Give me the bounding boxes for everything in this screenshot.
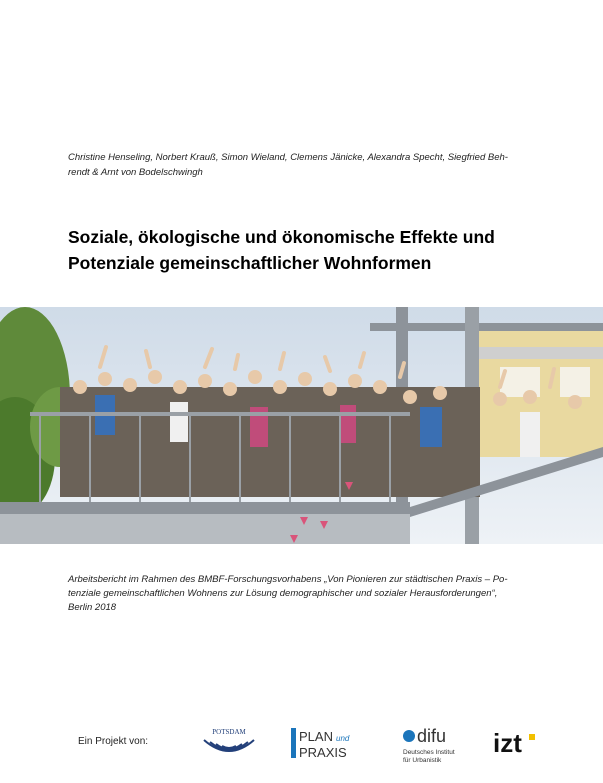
report-line-3: Berlin 2018 — [68, 602, 117, 613]
title-line-2: Potenziale gemeinschaftlicher Wohnformen — [68, 253, 432, 273]
plan-text: PLAN — [299, 729, 333, 744]
cover-photo — [0, 307, 603, 544]
plan-und-praxis-logo — [291, 726, 363, 762]
difu-subtitle-2: für Urbanistik — [403, 757, 442, 764]
partner-footer — [0, 718, 603, 768]
report-line-2: tenziale gemeinschaftlichen Wohnens zur Lösung demographischer und sozialer Herausforderungen“, — [68, 588, 498, 599]
group-photo-illustration — [0, 307, 603, 544]
und-text: und — [336, 734, 350, 743]
izt-text: izt — [493, 728, 522, 758]
title-line-1: Soziale, ökologische und ökonomische Effekte und — [68, 227, 495, 247]
authors — [68, 150, 548, 180]
document-title — [68, 224, 568, 276]
potsdam-logo — [198, 726, 260, 762]
authors-line-1: Christine Henseling, Norbert Krauß, Simon Wieland, Clemens Jänicke, Alexandra Specht, Siegfried Beh- — [68, 152, 508, 163]
difu-logo — [403, 722, 475, 764]
difu-subtitle-1: Deutsches Institut — [403, 749, 455, 756]
praxis-text: PRAXIS — [299, 745, 347, 760]
difu-text: difu — [417, 726, 447, 746]
potsdam-logo-text: POTSDAM — [212, 728, 246, 736]
authors-line-2: rendt & Arnt von Bodelschwingh — [68, 167, 203, 178]
report-description — [68, 573, 568, 615]
izt-logo — [493, 728, 537, 758]
report-line-1: Arbeitsbericht im Rahmen des BMBF-Forschungsvorhabens „Von Pionieren zur städtischen Praxis – Po- — [68, 574, 508, 585]
footer-label: Ein Projekt von: — [78, 736, 149, 747]
